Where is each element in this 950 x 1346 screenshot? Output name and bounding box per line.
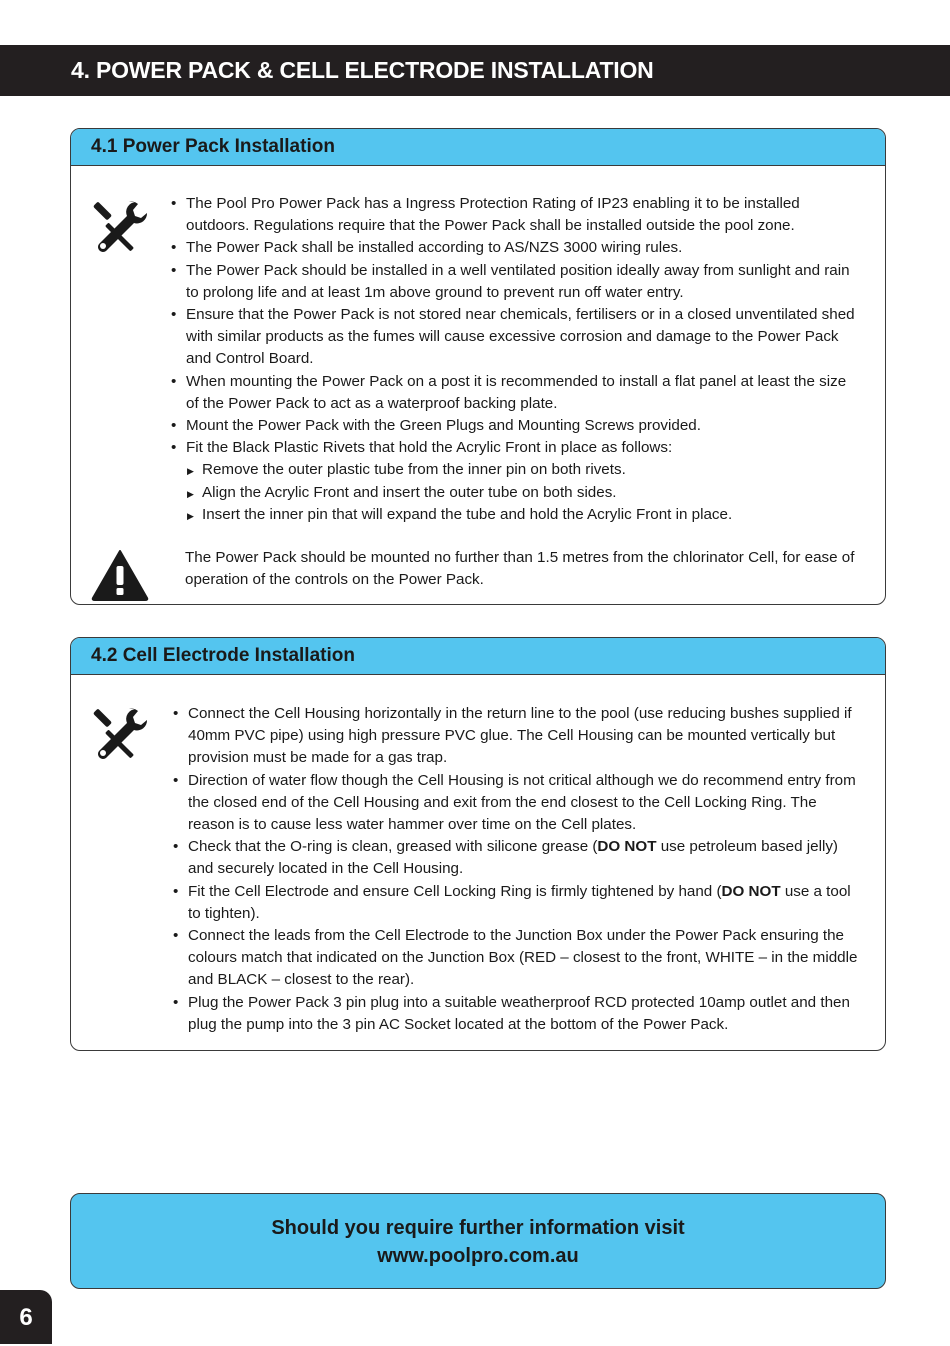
- tools-icon: [93, 705, 149, 761]
- list-item: • Check that the O-ring is clean, greased with silicone grease (DO NOT use petroleum based jelly) and securely located in the Cell Housing.: [173, 836, 863, 880]
- list-item: • The Pool Pro Power Pack has a Ingress Protection Rating of IP23 enabling it to be installed outdoors. Regulations require that the Power Pack shall be installed outside the pool zone.: [171, 193, 861, 237]
- cell-electrode-list: [173, 703, 863, 1036]
- list-item: • Fit the Cell Electrode and ensure Cell Locking Ring is firmly tightened by hand (DO NOT use a tool to tighten).: [173, 881, 863, 925]
- list-item: • Direction of water flow though the Cell Housing is not critical although we do recommend entry from the closed end of the Cell Housing and exit from the end closest to the Cell Locking Ring. The reason is to cause less water hammer over time on the Cell plates.: [173, 770, 863, 837]
- page-header-title: 4. POWER PACK & CELL ELECTRODE INSTALLATION: [71, 57, 654, 83]
- list-item: • When mounting the Power Pack on a post it is recommended to install a flat panel at least the size of the Power Pack to act as a waterproof backing plate.: [171, 371, 861, 415]
- info-box: [70, 1193, 886, 1289]
- list-sub-item: ▶ Insert the inner pin that will expand the tube and hold the Acrylic Front in place.: [171, 504, 861, 526]
- power-pack-list: [171, 193, 861, 526]
- section-power-pack-title: 4.1 Power Pack Installation: [71, 129, 885, 166]
- power-pack-note: The Power Pack should be mounted no further than 1.5 metres from the chlorinator Cell, for ease of operation of the controls on the Power Pack.: [185, 549, 855, 589]
- website-link[interactable]: www.poolpro.com.au: [377, 1245, 579, 1267]
- list-item: • Connect the Cell Housing horizontally in the return line to the pool (use reducing bushes supplied if 40mm PVC pipe) using high pressure PVC glue. The Cell Housing can be mounted vertically but provision must be made for a gas trap.: [173, 703, 863, 770]
- page-number: 6: [0, 1290, 52, 1346]
- tools-icon: [93, 198, 149, 254]
- section-cell-electrode-title: 4.2 Cell Electrode Installation: [71, 638, 885, 675]
- do-not-emphasis: DO NOT: [721, 882, 781, 900]
- list-item: • Connect the leads from the Cell Electrode to the Junction Box under the Power Pack ensuring the colours match that indicated on the Junction Box (RED – closest to the front, WHITE – in the middle and BLACK – closest to the rear).: [173, 925, 863, 992]
- list-item: • Ensure that the Power Pack is not stored near chemicals, fertilisers or in a closed unventilated shed with similar products as the fumes will cause excessive corrosion and damage to the Power Pack and Control Board.: [171, 304, 861, 371]
- section-cell-electrode: [70, 637, 886, 1051]
- section-power-pack: [70, 128, 886, 605]
- list-item: • Mount the Power Pack with the Green Plugs and Mounting Screws provided.: [171, 415, 861, 437]
- list-item: • The Power Pack shall be installed according to AS/NZS 3000 wiring rules.: [171, 237, 861, 259]
- list-item: • Fit the Black Plastic Rivets that hold the Acrylic Front in place as follows:: [171, 437, 861, 459]
- do-not-emphasis: DO NOT: [597, 838, 657, 856]
- list-sub-item: ▶ Remove the outer plastic tube from the inner pin on both rivets.: [171, 459, 861, 481]
- info-line: Should you require further information visit: [271, 1217, 685, 1239]
- page-header: [0, 45, 950, 96]
- list-item: • The Power Pack should be installed in a well ventilated position ideally away from sunlight and rain to prolong life and at least 1m above ground to prevent run off water entry.: [171, 260, 861, 304]
- warning-icon: [91, 549, 149, 601]
- list-sub-item: ▶ Align the Acrylic Front and insert the outer tube on both sides.: [171, 482, 861, 504]
- list-item: • Plug the Power Pack 3 pin plug into a suitable weatherproof RCD protected 10amp outlet and then plug the pump into the 3 pin AC Socket located at the bottom of the Power Pack.: [173, 992, 863, 1036]
